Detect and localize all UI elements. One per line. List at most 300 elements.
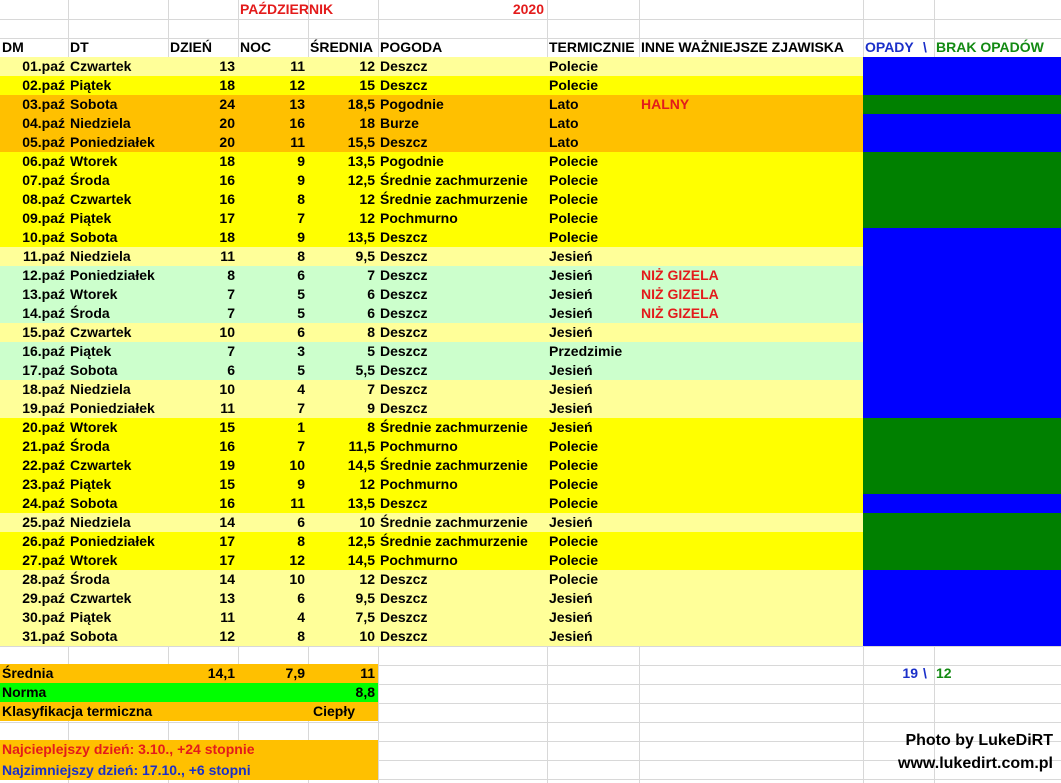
rain-indicator[interactable] — [863, 361, 1061, 380]
cell-dm[interactable]: 11.paź — [22, 248, 65, 264]
rain-indicator[interactable] — [863, 627, 1061, 646]
cell-dm[interactable]: 22.paź — [22, 457, 65, 473]
cell-srednia[interactable]: 12 — [359, 210, 375, 226]
cell-noc[interactable]: 5 — [297, 305, 305, 321]
cell-dt[interactable]: Czwartek — [70, 590, 132, 606]
cell-termicznie[interactable]: Jesień — [549, 514, 593, 530]
col-header-termicznie[interactable]: TERMICZNIE — [549, 39, 635, 55]
cell-dm[interactable]: 14.paź — [22, 305, 65, 321]
cell-dt[interactable]: Niedziela — [70, 115, 131, 131]
cell-dzien[interactable]: 24 — [219, 96, 235, 112]
cell-inne[interactable]: NIŻ GIZELA — [641, 267, 719, 283]
col-header-srednia[interactable]: ŚREDNIA — [310, 39, 374, 55]
cell-inne[interactable]: NIŻ GIZELA — [641, 305, 719, 321]
cell-srednia[interactable]: 12 — [359, 476, 375, 492]
cell-pogoda[interactable]: Średnie zachmurzenie — [380, 191, 528, 207]
klasyfikacja-value[interactable]: Ciepły — [312, 703, 355, 719]
cell-dm[interactable]: 02.paź — [22, 77, 65, 93]
cell-dm[interactable]: 20.paź — [22, 419, 65, 435]
cell-termicznie[interactable]: Jesień — [549, 286, 593, 302]
cell-noc[interactable]: 9 — [297, 229, 305, 245]
cell-noc[interactable]: 6 — [297, 590, 305, 606]
cell-dzien[interactable]: 8 — [227, 267, 235, 283]
cell-termicznie[interactable]: Polecie — [549, 153, 599, 169]
cell-dt[interactable]: Poniedziałek — [70, 267, 155, 283]
cell-noc[interactable]: 7 — [297, 400, 305, 416]
cell-pogoda[interactable]: Deszcz — [380, 248, 428, 264]
cell-pogoda[interactable]: Deszcz — [380, 58, 428, 74]
cell-dzien[interactable]: 18 — [219, 153, 235, 169]
cell-srednia[interactable]: 15 — [359, 77, 375, 93]
cell-pogoda[interactable]: Pogodnie — [380, 153, 444, 169]
dry-indicator[interactable] — [863, 171, 1061, 190]
cell-dm[interactable]: 13.paź — [22, 286, 65, 302]
cell-dt[interactable]: Piątek — [70, 77, 112, 93]
cell-dt[interactable]: Piątek — [70, 343, 112, 359]
cell-inne[interactable] — [639, 209, 863, 228]
dry-indicator[interactable] — [863, 190, 1061, 209]
cell-dt[interactable]: Poniedziałek — [70, 400, 155, 416]
cell-dm[interactable]: 23.paź — [22, 476, 65, 492]
cell-srednia[interactable]: 6 — [367, 286, 375, 302]
cell-dzien[interactable]: 20 — [219, 134, 235, 150]
cell-pogoda[interactable]: Pochmurno — [380, 552, 458, 568]
rain-indicator[interactable] — [863, 76, 1061, 95]
cell-srednia[interactable]: 7 — [367, 381, 375, 397]
cell-dt[interactable]: Sobota — [70, 229, 118, 245]
cell-termicznie[interactable]: Jesień — [549, 362, 593, 378]
cell-noc[interactable]: 7 — [297, 438, 305, 454]
cell-dm[interactable]: 05.paź — [22, 134, 65, 150]
cell-inne[interactable] — [639, 247, 863, 266]
cell-inne[interactable] — [639, 361, 863, 380]
cell-termicznie[interactable]: Polecie — [549, 476, 599, 492]
cell-dm[interactable]: 31.paź — [22, 628, 65, 644]
cell-noc[interactable]: 16 — [289, 115, 305, 131]
cell-pogoda[interactable]: Pochmurno — [380, 476, 458, 492]
rain-indicator[interactable] — [863, 247, 1061, 266]
dry-indicator[interactable] — [863, 551, 1061, 570]
cell-dm[interactable]: 27.paź — [22, 552, 65, 568]
summary-avg-day[interactable]: 14,1 — [207, 665, 235, 681]
cell-srednia[interactable]: 10 — [359, 628, 375, 644]
cell-dt[interactable]: Środa — [70, 571, 110, 587]
cell-srednia[interactable]: 12 — [359, 571, 375, 587]
col-header-dzien[interactable]: DZIEŃ — [170, 39, 212, 55]
cell-dzien[interactable]: 16 — [219, 438, 235, 454]
website-link[interactable]: www.lukedirt.com.pl — [898, 755, 1053, 772]
cell-dzien[interactable]: 17 — [219, 533, 235, 549]
cell-noc[interactable]: 4 — [297, 381, 305, 397]
cell-inne[interactable] — [639, 171, 863, 190]
cell-srednia[interactable]: 10 — [359, 514, 375, 530]
cell-pogoda[interactable]: Deszcz — [380, 609, 428, 625]
cell-termicznie[interactable]: Polecie — [549, 438, 599, 454]
norma-value[interactable]: 8,8 — [355, 684, 375, 700]
cell-dm[interactable]: 28.paź — [22, 571, 65, 587]
cell-inne[interactable] — [639, 532, 863, 551]
cell-srednia[interactable]: 12,5 — [347, 172, 375, 188]
cell-srednia[interactable]: 18 — [359, 115, 375, 131]
cell-dm[interactable]: 08.paź — [22, 191, 65, 207]
cell-pogoda[interactable]: Pochmurno — [380, 438, 458, 454]
dry-indicator[interactable] — [863, 437, 1061, 456]
cell-pogoda[interactable]: Średnie zachmurzenie — [380, 533, 528, 549]
cell-srednia[interactable]: 12 — [359, 191, 375, 207]
cell-srednia[interactable]: 9,5 — [355, 248, 375, 264]
cell-srednia[interactable]: 8 — [367, 324, 375, 340]
cell-pogoda[interactable]: Deszcz — [380, 571, 428, 587]
cell-pogoda[interactable]: Burze — [380, 115, 419, 131]
cell-noc[interactable]: 11 — [290, 134, 305, 150]
cell-termicznie[interactable]: Polecie — [549, 495, 599, 511]
cell-dm[interactable]: 21.paź — [22, 438, 65, 454]
cell-dzien[interactable]: 16 — [219, 172, 235, 188]
cell-dm[interactable]: 25.paź — [22, 514, 65, 530]
cell-dm[interactable]: 19.paź — [22, 400, 65, 416]
rain-indicator[interactable] — [863, 399, 1061, 418]
col-header-noc[interactable]: NOC — [240, 39, 272, 55]
cell-noc[interactable]: 5 — [297, 286, 305, 302]
cell-inne[interactable] — [639, 152, 863, 171]
cell-dzien[interactable]: 17 — [219, 552, 235, 568]
rain-indicator[interactable] — [863, 342, 1061, 361]
cell-inne[interactable] — [639, 570, 863, 589]
cell-dt[interactable]: Czwartek — [70, 457, 132, 473]
cell-noc[interactable]: 5 — [297, 362, 305, 378]
cell-dzien[interactable]: 7 — [227, 305, 235, 321]
cell-dm[interactable]: 07.paź — [22, 172, 65, 188]
cell-pogoda[interactable]: Deszcz — [380, 229, 428, 245]
cell-srednia[interactable]: 12,5 — [347, 533, 375, 549]
dry-indicator[interactable] — [863, 475, 1061, 494]
rain-indicator[interactable] — [863, 285, 1061, 304]
cell-dzien[interactable]: 14 — [219, 514, 235, 530]
cell-termicznie[interactable]: Polecie — [549, 191, 599, 207]
cell-termicznie[interactable]: Polecie — [549, 210, 599, 226]
cell-termicznie[interactable]: Jesień — [549, 248, 593, 264]
cell-inne[interactable] — [639, 589, 863, 608]
cell-termicznie[interactable]: Jesień — [549, 628, 593, 644]
cell-pogoda[interactable]: Deszcz — [380, 286, 428, 302]
cell-termicznie[interactable]: Jesień — [549, 305, 593, 321]
cell-dt[interactable]: Środa — [70, 438, 110, 454]
cell-noc[interactable]: 9 — [297, 476, 305, 492]
cell-dt[interactable]: Sobota — [70, 362, 118, 378]
cell-dm[interactable]: 30.paź — [22, 609, 65, 625]
cell-pogoda[interactable]: Średnie zachmurzenie — [380, 419, 528, 435]
cell-dm[interactable]: 26.paź — [22, 533, 65, 549]
col-header-dt[interactable]: DT — [70, 39, 89, 55]
rain-indicator[interactable] — [863, 304, 1061, 323]
cell-inne[interactable]: NIŻ GIZELA — [641, 286, 719, 302]
cell-noc[interactable]: 4 — [297, 609, 305, 625]
cell-dt[interactable]: Piątek — [70, 609, 112, 625]
cell-noc[interactable]: 8 — [297, 191, 305, 207]
summary-avg-mean[interactable]: 11 — [360, 665, 375, 681]
cell-termicznie[interactable]: Jesień — [549, 267, 593, 283]
cell-dm[interactable]: 18.paź — [22, 381, 65, 397]
cell-termicznie[interactable]: Polecie — [549, 552, 599, 568]
cell-inne[interactable] — [639, 380, 863, 399]
cell-inne[interactable] — [639, 437, 863, 456]
cell-noc[interactable]: 8 — [297, 248, 305, 264]
cell-dt[interactable]: Wtorek — [70, 153, 118, 169]
cell-inne[interactable] — [639, 57, 863, 76]
cell-noc[interactable]: 12 — [289, 77, 305, 93]
cell-noc[interactable]: 7 — [297, 210, 305, 226]
cell-pogoda[interactable]: Średnie zachmurzenie — [380, 172, 528, 188]
cell-srednia[interactable]: 9 — [367, 400, 375, 416]
cell-pogoda[interactable]: Deszcz — [380, 267, 428, 283]
cell-noc[interactable]: 10 — [289, 571, 305, 587]
col-header-brak-opadow[interactable]: BRAK OPADÓW — [936, 39, 1044, 55]
cell-dt[interactable]: Poniedziałek — [70, 533, 155, 549]
cell-noc[interactable]: 6 — [297, 267, 305, 283]
summary-dry-days[interactable]: 12 — [936, 665, 952, 681]
cell-noc[interactable]: 10 — [289, 457, 305, 473]
rain-indicator[interactable] — [863, 57, 1061, 76]
cell-dt[interactable]: Sobota — [70, 495, 118, 511]
summary-rain-days[interactable]: 19 — [902, 665, 918, 681]
cell-srednia[interactable]: 13,5 — [347, 495, 375, 511]
rain-indicator[interactable] — [863, 570, 1061, 589]
cell-dzien[interactable]: 16 — [219, 495, 235, 511]
cell-pogoda[interactable]: Pochmurno — [380, 210, 458, 226]
cell-dzien[interactable]: 6 — [227, 362, 235, 378]
cell-dzien[interactable]: 19 — [219, 457, 235, 473]
cell-termicznie[interactable]: Lato — [549, 96, 579, 112]
rain-indicator[interactable] — [863, 380, 1061, 399]
rain-indicator[interactable] — [863, 494, 1061, 513]
cell-dzien[interactable]: 17 — [219, 210, 235, 226]
cell-dt[interactable]: Niedziela — [70, 514, 131, 530]
cell-termicznie[interactable]: Polecie — [549, 571, 599, 587]
cell-termicznie[interactable]: Jesień — [549, 400, 593, 416]
cell-termicznie[interactable]: Polecie — [549, 229, 599, 245]
cell-termicznie[interactable]: Lato — [549, 134, 579, 150]
cell-dm[interactable]: 29.paź — [22, 590, 65, 606]
cell-srednia[interactable]: 9,5 — [355, 590, 375, 606]
cell-srednia[interactable]: 14,5 — [347, 552, 375, 568]
cell-noc[interactable]: 11 — [290, 58, 305, 74]
cell-dzien[interactable]: 18 — [219, 77, 235, 93]
cell-dt[interactable]: Wtorek — [70, 552, 118, 568]
cell-pogoda[interactable]: Deszcz — [380, 381, 428, 397]
cell-srednia[interactable]: 12 — [359, 58, 375, 74]
cell-srednia[interactable]: 5,5 — [355, 362, 375, 378]
rain-indicator[interactable] — [863, 266, 1061, 285]
cell-noc[interactable]: 12 — [289, 552, 305, 568]
cell-termicznie[interactable]: Polecie — [549, 77, 599, 93]
cell-dt[interactable]: Sobota — [70, 628, 118, 644]
cell-dm[interactable]: 15.paź — [22, 324, 65, 340]
cell-termicznie[interactable]: Jesień — [549, 609, 593, 625]
coldest-day: Najzimniejszy dzień: 17.10., +6 stopni — [2, 762, 251, 778]
col-header-pogoda[interactable]: POGODA — [380, 39, 443, 55]
cell-srednia[interactable]: 8 — [367, 419, 375, 435]
cell-termicznie[interactable]: Jesień — [549, 324, 593, 340]
cell-pogoda[interactable]: Deszcz — [380, 400, 428, 416]
cell-srednia[interactable]: 7,5 — [355, 609, 375, 625]
cell-inne[interactable] — [639, 190, 863, 209]
dry-indicator[interactable] — [863, 209, 1061, 228]
cell-dzien[interactable]: 10 — [219, 381, 235, 397]
cell-dzien[interactable]: 10 — [219, 324, 235, 340]
dry-indicator[interactable] — [863, 456, 1061, 475]
rain-indicator[interactable] — [863, 133, 1061, 152]
cell-dm[interactable]: 06.paź — [22, 153, 65, 169]
col-header-dm[interactable]: DM — [2, 39, 24, 55]
dry-indicator[interactable] — [863, 152, 1061, 171]
gridline-horizontal — [0, 646, 1061, 647]
cell-inne[interactable] — [639, 513, 863, 532]
cell-pogoda[interactable]: Deszcz — [380, 324, 428, 340]
cell-srednia[interactable]: 5 — [367, 343, 375, 359]
cell-dzien[interactable]: 20 — [219, 115, 235, 131]
cell-dzien[interactable]: 7 — [227, 286, 235, 302]
cell-dzien[interactable]: 16 — [219, 191, 235, 207]
cell-dt[interactable]: Wtorek — [70, 286, 118, 302]
cell-termicznie[interactable]: Polecie — [549, 58, 599, 74]
cell-dm[interactable]: 09.paź — [22, 210, 65, 226]
cell-dzien[interactable]: 13 — [219, 590, 235, 606]
cell-dzien[interactable]: 18 — [219, 229, 235, 245]
cell-noc[interactable]: 8 — [297, 628, 305, 644]
cell-dm[interactable]: 24.paź — [22, 495, 65, 511]
cell-dt[interactable]: Środa — [70, 305, 110, 321]
cell-inne[interactable] — [639, 608, 863, 627]
rain-indicator[interactable] — [863, 114, 1061, 133]
cell-dt[interactable]: Piątek — [70, 210, 112, 226]
cell-srednia[interactable]: 14,5 — [347, 457, 375, 473]
cell-inne[interactable] — [639, 228, 863, 247]
dry-indicator[interactable] — [863, 418, 1061, 437]
cell-dt[interactable]: Niedziela — [70, 248, 131, 264]
col-header-opady[interactable]: OPADY — [865, 39, 914, 55]
cell-noc[interactable]: 6 — [297, 514, 305, 530]
cell-termicznie[interactable]: Jesień — [549, 381, 593, 397]
cell-dzien[interactable]: 13 — [219, 58, 235, 74]
cell-dzien[interactable]: 15 — [219, 476, 235, 492]
rain-indicator[interactable] — [863, 323, 1061, 342]
cell-srednia[interactable]: 6 — [367, 305, 375, 321]
year-title: 2020 — [512, 1, 544, 17]
cell-pogoda[interactable]: Deszcz — [380, 495, 428, 511]
cell-dt[interactable]: Czwartek — [70, 58, 132, 74]
cell-dt[interactable]: Czwartek — [70, 191, 132, 207]
cell-pogoda[interactable]: Średnie zachmurzenie — [380, 514, 528, 530]
cell-srednia[interactable]: 15,5 — [347, 134, 375, 150]
cell-inne[interactable] — [639, 114, 863, 133]
cell-dzien[interactable]: 14 — [219, 571, 235, 587]
cell-termicznie[interactable]: Polecie — [549, 457, 599, 473]
cell-noc[interactable]: 13 — [289, 96, 305, 112]
rain-indicator[interactable] — [863, 228, 1061, 247]
cell-termicznie[interactable]: Przedzimie — [549, 343, 623, 359]
cell-inne[interactable] — [639, 323, 863, 342]
cell-noc[interactable]: 9 — [297, 153, 305, 169]
cell-srednia[interactable]: 13,5 — [347, 229, 375, 245]
cell-dt[interactable]: Niedziela — [70, 381, 131, 397]
cell-dzien[interactable]: 7 — [227, 343, 235, 359]
cell-inne[interactable] — [639, 627, 863, 646]
cell-inne[interactable] — [639, 475, 863, 494]
rain-indicator[interactable] — [863, 589, 1061, 608]
cell-noc[interactable]: 6 — [297, 324, 305, 340]
cell-srednia[interactable]: 7 — [367, 267, 375, 283]
dry-indicator[interactable] — [863, 513, 1061, 532]
cell-pogoda[interactable]: Pogodnie — [380, 96, 444, 112]
cell-inne[interactable] — [639, 133, 863, 152]
col-header-inne[interactable]: INNE WAŻNIEJSZE ZJAWISKA — [641, 39, 845, 55]
cell-dt[interactable]: Poniedziałek — [70, 134, 155, 150]
dry-indicator[interactable] — [863, 95, 1061, 114]
cell-inne[interactable] — [639, 551, 863, 570]
cell-dm[interactable]: 12.paź — [22, 267, 65, 283]
cell-pogoda[interactable]: Deszcz — [380, 362, 428, 378]
cell-noc[interactable]: 1 — [297, 419, 305, 435]
cell-termicznie[interactable]: Lato — [549, 115, 579, 131]
cell-dzien[interactable]: 11 — [220, 609, 235, 625]
cell-inne[interactable] — [639, 342, 863, 361]
cell-pogoda[interactable]: Deszcz — [380, 343, 428, 359]
cell-srednia[interactable]: 11,5 — [348, 438, 375, 454]
cell-termicznie[interactable]: Polecie — [549, 533, 599, 549]
cell-dzien[interactable]: 12 — [219, 628, 235, 644]
cell-pogoda[interactable]: Deszcz — [380, 590, 428, 606]
cell-srednia[interactable]: 13,5 — [347, 153, 375, 169]
cell-dm[interactable]: 16.paź — [22, 343, 65, 359]
cell-dzien[interactable]: 11 — [220, 400, 235, 416]
cell-dzien[interactable]: 15 — [219, 419, 235, 435]
cell-dm[interactable]: 03.paź — [22, 96, 65, 112]
cell-dt[interactable]: Czwartek — [70, 324, 132, 340]
cell-inne[interactable]: HALNY — [641, 96, 690, 112]
cell-dt[interactable]: Środa — [70, 172, 110, 188]
cell-inne[interactable] — [639, 399, 863, 418]
cell-pogoda[interactable]: Deszcz — [380, 305, 428, 321]
cell-inne[interactable] — [639, 494, 863, 513]
cell-dm[interactable]: 01.paź — [22, 58, 65, 74]
cell-dt[interactable]: Wtorek — [70, 419, 118, 435]
cell-inne[interactable] — [639, 76, 863, 95]
cell-inne[interactable] — [639, 418, 863, 437]
cell-dm[interactable]: 17.paź — [22, 362, 65, 378]
cell-termicznie[interactable]: Jesień — [549, 419, 593, 435]
cell-noc[interactable]: 9 — [297, 172, 305, 188]
cell-dzien[interactable]: 11 — [220, 248, 235, 264]
cell-pogoda[interactable]: Deszcz — [380, 77, 428, 93]
cell-dt[interactable]: Sobota — [70, 96, 118, 112]
cell-dm[interactable]: 04.paź — [22, 115, 65, 131]
cell-termicznie[interactable]: Polecie — [549, 172, 599, 188]
cell-noc[interactable]: 8 — [297, 533, 305, 549]
summary-avg-night[interactable]: 7,9 — [285, 665, 305, 681]
cell-dt[interactable]: Piątek — [70, 476, 112, 492]
cell-noc[interactable]: 11 — [290, 495, 305, 511]
cell-dm[interactable]: 10.paź — [22, 229, 65, 245]
cell-pogoda[interactable]: Deszcz — [380, 134, 428, 150]
dry-indicator[interactable] — [863, 532, 1061, 551]
rain-indicator[interactable] — [863, 608, 1061, 627]
cell-termicznie[interactable]: Jesień — [549, 590, 593, 606]
cell-pogoda[interactable]: Deszcz — [380, 628, 428, 644]
cell-noc[interactable]: 3 — [297, 343, 305, 359]
cell-inne[interactable] — [639, 456, 863, 475]
cell-pogoda[interactable]: Średnie zachmurzenie — [380, 457, 528, 473]
cell-srednia[interactable]: 18,5 — [347, 96, 375, 112]
